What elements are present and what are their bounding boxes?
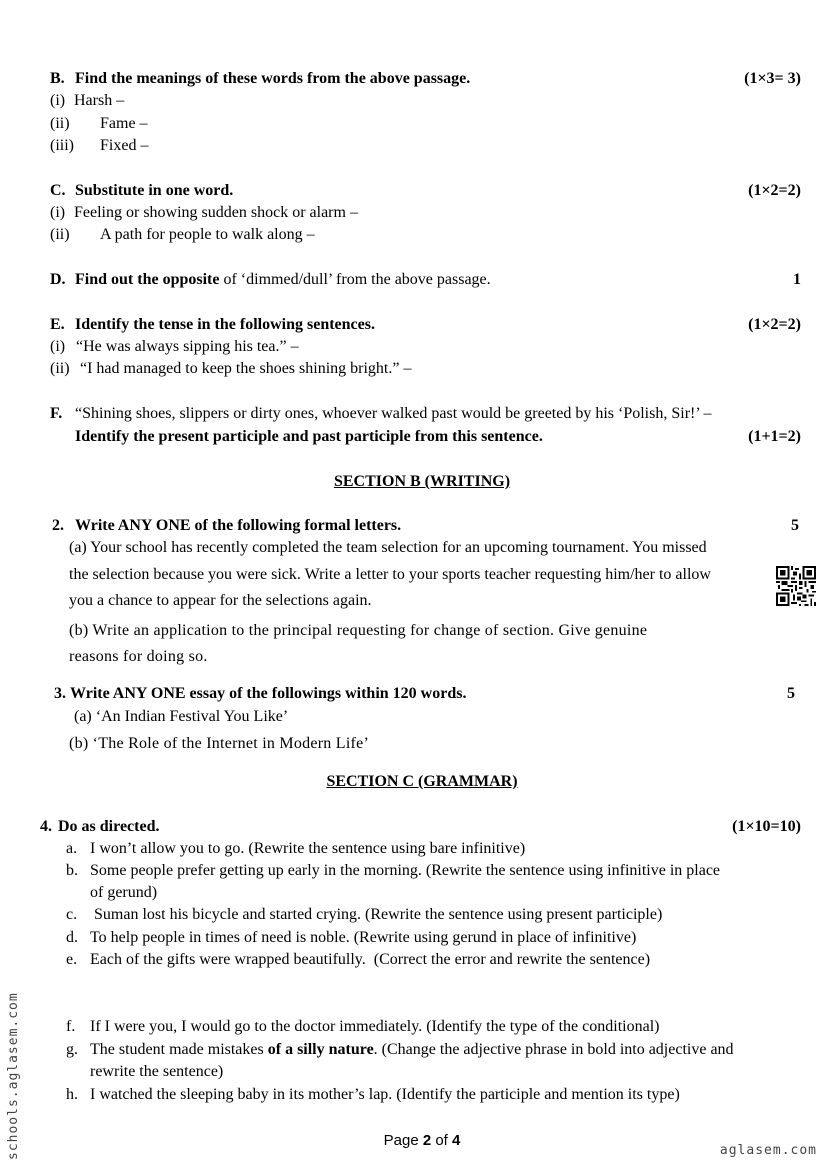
question-c-label: C. (50, 182, 66, 199)
question-e-marks: (1×2=2) (748, 316, 801, 333)
question-2-option-b: reasons for doing so. (69, 648, 208, 665)
question-4-item-g-pre: The student made mistakes (90, 1041, 268, 1058)
question-4-item-text: I watched the sleeping baby in its mother’s lap. (Identify the participle and mention its type) (90, 1086, 680, 1103)
question-4-item-text: Each of the gifts were wrapped beautifully. (Correct the error and rewrite the sentence) (90, 951, 651, 968)
question-b-label: B. (50, 70, 65, 87)
question-2-option-a: the selection because you were sick. Write a letter to your sports teacher requesting him/her to allow (69, 566, 711, 583)
side-watermark: schools.aglasem.com (6, 992, 21, 1160)
question-4-item-num: g. (66, 1041, 78, 1058)
question-3-option-b: (b) ‘The Role of the Internet in Modern Life’ (69, 735, 370, 752)
question-e-item-num: (ii) (50, 360, 70, 377)
question-b-item-num: (iii) (50, 137, 74, 154)
question-4-title: Do as directed. (58, 818, 160, 835)
question-c-title: Substitute in one word. (75, 182, 234, 199)
question-3-option-a: (a) ‘An Indian Festival You Like’ (74, 708, 289, 725)
question-b-item-num: (i) (50, 92, 66, 109)
question-f-marks: (1+1=2) (748, 428, 801, 445)
question-4-label: 4. (40, 818, 52, 835)
question-b-item-text: Fixed – (100, 137, 149, 154)
question-c-item-num: (i) (50, 204, 66, 221)
question-4-item-num: b. (66, 862, 78, 879)
question-2-marks: 5 (791, 517, 799, 534)
question-4-item-text: of gerund) (90, 884, 158, 901)
question-d-marks: 1 (793, 271, 801, 288)
question-3-title: Write ANY ONE essay of the followings within 120 words. (70, 685, 467, 702)
question-b-title: Find the meanings of these words from the above passage. (75, 70, 471, 87)
question-c-item-num: (ii) (50, 226, 70, 243)
site-watermark: aglasem.com (719, 1143, 817, 1158)
question-4-item-num: d. (66, 929, 78, 946)
page-number-prefix: Page (383, 1132, 423, 1149)
section-c-heading: SECTION C (GRAMMAR) (326, 773, 518, 790)
question-b-marks: (1×3= 3) (744, 70, 801, 87)
question-4-item-num: e. (66, 951, 78, 968)
question-3-label: 3. (54, 685, 66, 702)
question-3-marks: 5 (787, 685, 795, 702)
section-b-heading: SECTION B (WRITING) (333, 473, 511, 490)
question-f-instruction: Identify the present participle and past participle from this sentence. (75, 428, 543, 445)
question-4-item-text: If I were you, I would go to the doctor immediately. (Identify the type of the conditional) (90, 1018, 660, 1035)
question-f-label: F. (50, 405, 63, 422)
question-e-item-num: (i) (50, 338, 66, 355)
question-4-item-text: rewrite the sentence) (90, 1063, 224, 1080)
page-number-mid: of (431, 1132, 453, 1149)
question-4-item-text: I won’t allow you to go. (Rewrite the sentence using bare infinitive) (90, 840, 526, 857)
qr-code-icon (776, 566, 816, 606)
question-d-title-rest: of ‘dimmed/dull’ from the above passage. (223, 271, 491, 288)
question-e-item-text: “He was always sipping his tea.” – (76, 338, 299, 355)
question-4-item-num: h. (66, 1086, 78, 1103)
page-number (0, 1131, 827, 1151)
question-2-option-a: you a chance to appear for the selections again. (69, 592, 372, 609)
page-number-total: 4 (452, 1132, 461, 1149)
question-2-label: 2. (52, 517, 64, 534)
question-d-title-bold: Find out the opposite (75, 271, 220, 288)
question-4-item-num: a. (66, 840, 78, 857)
question-e-item-text: “I had managed to keep the shoes shining bright.” – (80, 360, 412, 377)
question-c-item-text: Feeling or showing sudden shock or alarm – (74, 204, 358, 221)
question-f-quote: “Shining shoes, slippers or dirty ones, whoever walked past would be greeted by his ‘Polish, Sir!’ – (75, 405, 712, 422)
question-d-title (75, 270, 491, 290)
question-e-title: Identify the tense in the following sentences. (75, 316, 375, 333)
question-4-item-g-bold: of a silly nature (267, 1041, 374, 1058)
question-2-option-b: (b) Write an application to the principal requesting for change of section. Give genuine (69, 622, 648, 639)
question-4-item-num: c. (66, 906, 78, 923)
question-c-marks: (1×2=2) (748, 182, 801, 199)
question-e-label: E. (50, 316, 65, 333)
question-c-item-text: A path for people to walk along – (100, 226, 315, 243)
question-2-title: Write ANY ONE of the following formal letters. (75, 517, 402, 534)
question-4-item-num: f. (66, 1018, 76, 1035)
question-4-item-text: Some people prefer getting up early in the morning. (Rewrite the sentence using infinitive in place (90, 862, 721, 879)
page-number-current: 2 (422, 1132, 432, 1149)
question-4-item-text: Suman lost his bicycle and started crying. (Rewrite the sentence using present participle) (90, 906, 663, 923)
question-d-label: D. (50, 271, 66, 288)
question-b-item-num: (ii) (50, 115, 70, 132)
question-b-item-text: Harsh – (74, 92, 125, 109)
question-4-item-text: To help people in times of need is noble. (Rewrite using gerund in place of infinitive) (90, 929, 637, 946)
question-4-marks: (1×10=10) (732, 818, 801, 835)
question-4-item-g-post: . (Change the adjective phrase in bold into adjective and (373, 1041, 734, 1058)
question-2-option-a: (a) Your school has recently completed the team selection for an upcoming tournament. You missed (69, 539, 707, 556)
question-b-item-text: Fame – (100, 115, 148, 132)
question-4-item-text (90, 1040, 734, 1060)
